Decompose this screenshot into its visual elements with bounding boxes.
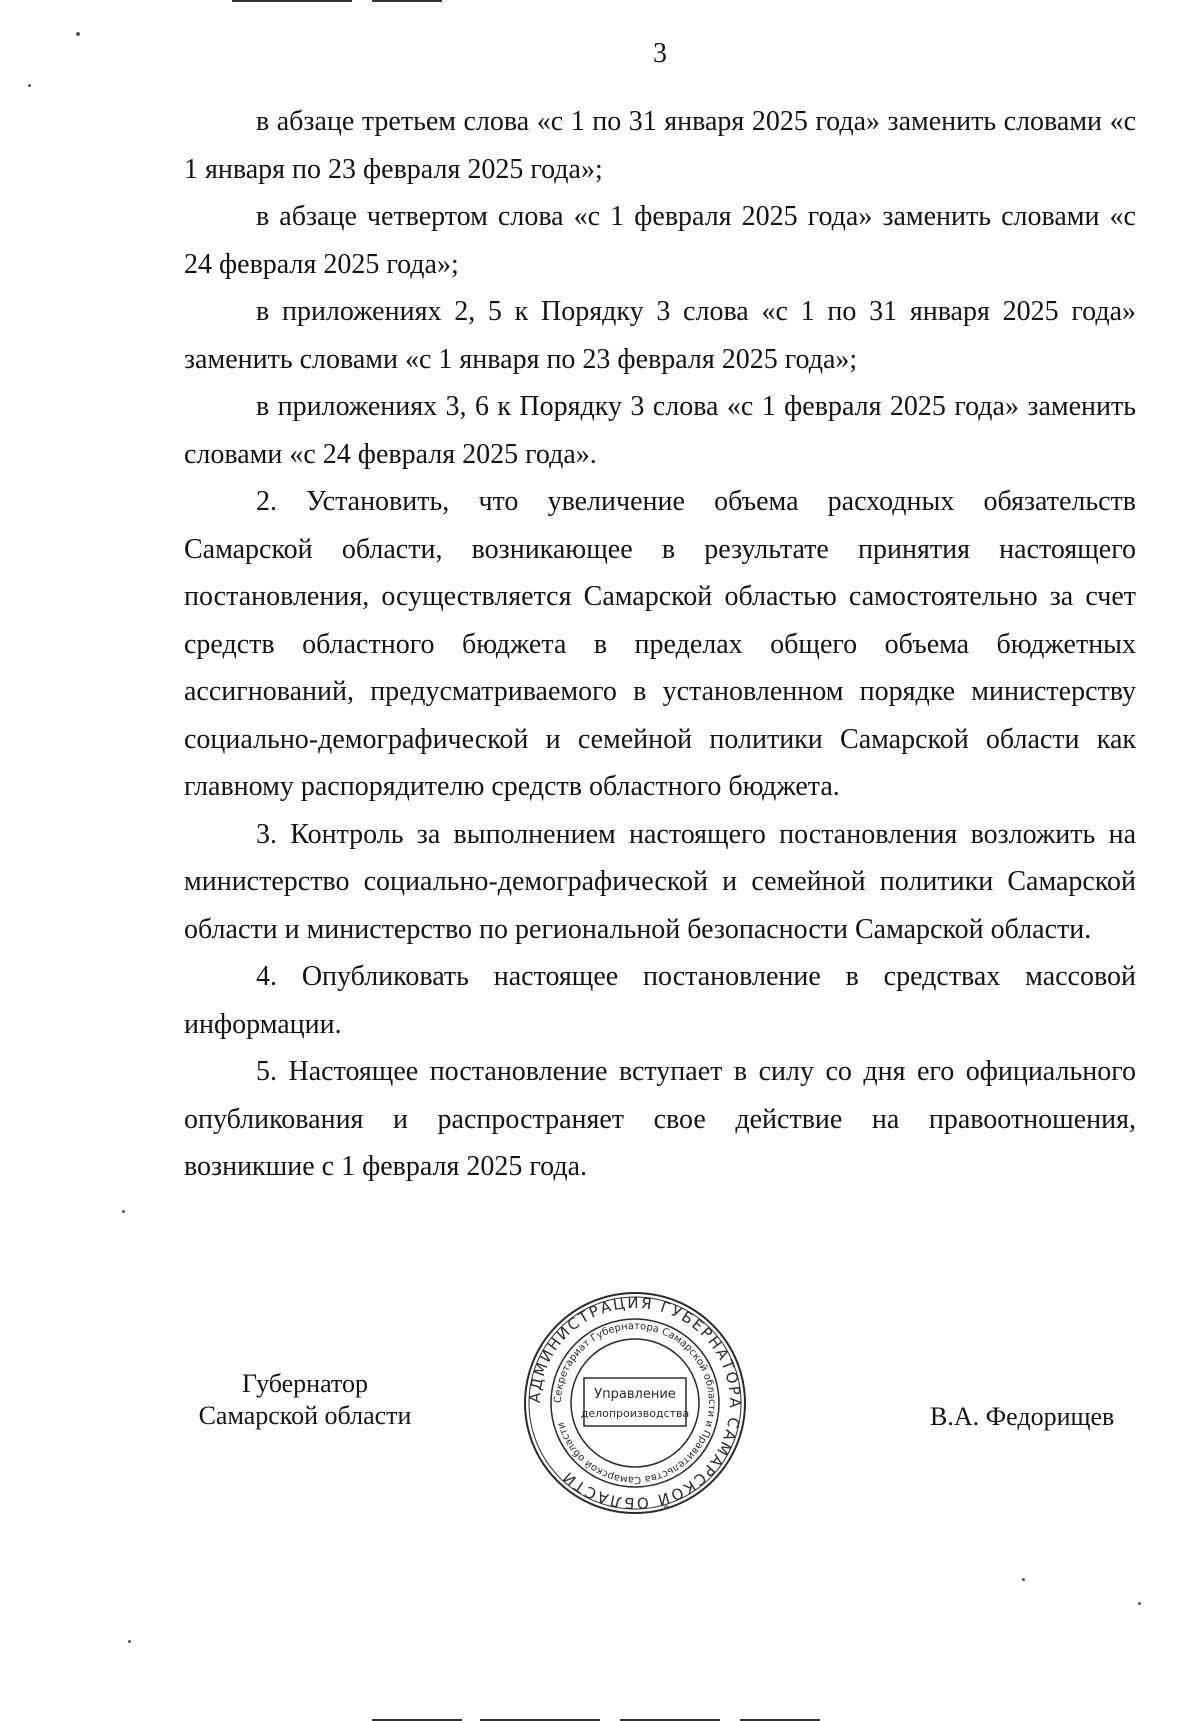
seal-middle-ring (551, 1319, 719, 1487)
seal-outer-text: АДМИНИСТРАЦИЯ ГУБЕРНАТОРА САМАРСКОЙ ОБЛАСТИ (525, 1293, 745, 1513)
signer-position-line: Губернатор (242, 1369, 368, 1398)
scan-speck (28, 84, 31, 87)
paragraph: 2. Установить, что увеличение объема расходных обязательств Самарской области, возникающее в результате принятия настоящего постановления, осуществляется Самарской областью самостоятельно за счет средств областного бюджета в пределах общего объема бюджетных ассигнований, предусматриваемого в установленном порядке министерству социально-демографической и семейной политики Самарской области как главному распорядителю средств областного бюджета. (184, 486, 1136, 802)
seal-inner-ring (571, 1339, 699, 1467)
document-body (184, 98, 1136, 1191)
paragraph: 4. Опубликовать настоящее постановление в средствах массовой информации. (184, 961, 1136, 1040)
scan-speck (128, 1640, 131, 1643)
paragraph: в абзаце четвертом слова «с 1 февраля 2025 года» заменить словами «с 24 февраля 2025 года»; (184, 201, 1136, 280)
paragraph: 5. Настоящее постановление вступает в силу со дня его официального опубликования и распространяет свое действие на правоотношения, возникшие с 1 февраля 2025 года. (184, 1056, 1136, 1182)
signer-position (180, 1368, 430, 1432)
signer-name: В.А. Федорищев (930, 1402, 1115, 1431)
official-seal (522, 1290, 748, 1516)
paragraph: в абзаце третьем слова «с 1 по 31 января 2025 года» заменить словами «с 1 января по 23 февраля 2025 года»; (184, 106, 1136, 185)
paragraph: 3. Контроль за выполнением настоящего постановления возложить на министерство социально-демографической и семейной политики Самарской области и министерство по региональной безопасности Самарской области. (184, 818, 1136, 945)
scan-speck (1138, 1602, 1141, 1605)
signature-block (0, 1290, 1200, 1550)
seal-center-text: делопроизводства (580, 1407, 690, 1420)
scan-speck (122, 1210, 125, 1213)
scan-edge-line (372, 0, 442, 2)
scan-speck (1022, 1578, 1025, 1581)
scan-speck (76, 32, 80, 36)
seal-center-text: Управление (594, 1387, 676, 1402)
signer-position-line: Самарской области (198, 1401, 412, 1430)
paragraph: в приложениях 2, 5 к Порядку 3 слова «с 1 по 31 января 2025 года» заменить словами «с 1 января по 23 февраля 2025 года»; (184, 296, 1136, 375)
scan-edge-line (232, 0, 352, 2)
seal-inner-text: Секретариат Губернатора Самарской области и Правительства Самарской области (552, 1320, 718, 1486)
page-number: 3 (653, 38, 667, 69)
paragraph: в приложениях 3, 6 к Порядку 3 слова «с 1 февраля 2025 года» заменить словами «с 24 февраля 2025 года». (184, 391, 1136, 470)
